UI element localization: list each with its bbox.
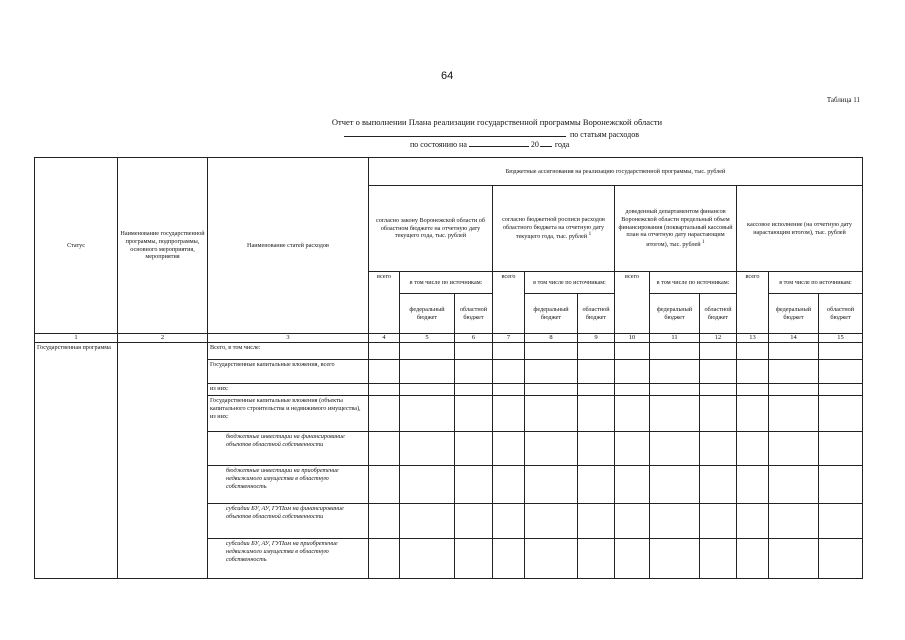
group-limit-header xyxy=(615,186,737,272)
status-cell: Государственная программа xyxy=(35,343,118,579)
value-cell xyxy=(493,396,525,432)
value-cell xyxy=(769,343,819,360)
incl-header-3: в том числе по источникам: xyxy=(650,272,737,294)
column-numbers-row xyxy=(35,334,863,343)
page-number: 64 xyxy=(441,70,454,82)
value-cell xyxy=(525,396,578,432)
value-cell xyxy=(737,396,769,432)
col-number: 15 xyxy=(819,334,863,343)
total-header-1: всего xyxy=(369,272,400,334)
table-label: Таблица 11 xyxy=(826,96,860,104)
date-year: 20 xyxy=(530,140,539,149)
value-cell xyxy=(400,466,455,504)
value-cell xyxy=(819,539,863,579)
value-cell xyxy=(737,360,769,384)
value-cell xyxy=(455,396,493,432)
value-cell xyxy=(493,432,525,466)
value-cell xyxy=(455,384,493,396)
expense-label: Государственные капитальные вложения (объекты капитального строительства и недвижимого имущества), из них: xyxy=(208,396,369,432)
date-suffix: года xyxy=(554,140,570,149)
value-cell xyxy=(493,539,525,579)
regional-header-3: областной бюджет xyxy=(700,294,737,334)
federal-header-4: федеральный бюджет xyxy=(769,294,819,334)
col-number: 3 xyxy=(208,334,369,343)
value-cell xyxy=(525,343,578,360)
value-cell xyxy=(737,384,769,396)
total-header-3: всего xyxy=(615,272,650,334)
value-cell xyxy=(578,466,615,504)
federal-header-1: федеральный бюджет xyxy=(400,294,455,334)
allocations-header: Бюджетные ассигнования на реализацию государственной программы, тыс. рублей xyxy=(369,158,863,186)
date-blank xyxy=(469,138,529,147)
value-cell xyxy=(455,466,493,504)
value-cell xyxy=(525,466,578,504)
value-cell xyxy=(650,539,700,579)
value-cell xyxy=(650,466,700,504)
value-cell xyxy=(769,539,819,579)
value-cell xyxy=(525,432,578,466)
value-cell xyxy=(578,384,615,396)
value-cell xyxy=(650,384,700,396)
expense-label: субсидии БУ, АУ, ГУПам на приобретение недвижимого имущества в областную собственность xyxy=(208,539,369,579)
value-cell xyxy=(615,360,650,384)
group-law-header: согласно закону Воронежской области об областном бюджете на отчетную дату текущего года, тыс. рублей xyxy=(369,186,493,272)
value-cell xyxy=(493,343,525,360)
total-header-2: всего xyxy=(493,272,525,334)
value-cell xyxy=(493,360,525,384)
col-number: 5 xyxy=(400,334,455,343)
col-number: 4 xyxy=(369,334,400,343)
value-cell xyxy=(525,504,578,539)
value-cell xyxy=(615,384,650,396)
value-cell xyxy=(819,466,863,504)
expense-label: бюджетные инвестиции на приобретение недвижимого имущества в областную собственность xyxy=(208,466,369,504)
value-cell xyxy=(369,384,400,396)
incl-header-1: в том числе по источникам: xyxy=(400,272,493,294)
value-cell xyxy=(615,466,650,504)
value-cell xyxy=(369,466,400,504)
value-cell xyxy=(578,396,615,432)
value-cell xyxy=(700,396,737,432)
col-status-header: Статус xyxy=(35,158,118,334)
col-number: 8 xyxy=(525,334,578,343)
value-cell xyxy=(700,360,737,384)
value-cell xyxy=(737,539,769,579)
value-cell xyxy=(650,343,700,360)
report-table xyxy=(34,157,863,579)
value-cell xyxy=(769,504,819,539)
col-number: 1 xyxy=(35,334,118,343)
value-cell xyxy=(650,432,700,466)
col-number: 11 xyxy=(650,334,700,343)
value-cell xyxy=(400,384,455,396)
value-cell xyxy=(737,343,769,360)
value-cell xyxy=(578,432,615,466)
value-cell xyxy=(737,466,769,504)
group-roster-text: согласно бюджетной росписи расходов областного бюджета на отчетную дату текущего года, тыс. рублей xyxy=(502,215,605,241)
group-roster-sup: 1 xyxy=(588,231,592,238)
value-cell xyxy=(493,466,525,504)
value-cell xyxy=(769,360,819,384)
blank-underline xyxy=(344,128,566,137)
value-cell xyxy=(700,432,737,466)
group-roster-header xyxy=(493,186,615,272)
group-cash-header: кассовое исполнение (на отчетную дату нарастающим итогом), тыс. рублей xyxy=(737,186,863,272)
value-cell xyxy=(455,539,493,579)
value-cell xyxy=(525,539,578,579)
incl-header-4: в том числе по источникам: xyxy=(769,272,863,294)
expense-label: Государственные капитальные вложения, всего xyxy=(208,360,369,384)
value-cell xyxy=(615,539,650,579)
value-cell xyxy=(578,504,615,539)
expense-label: бюджетные инвестиции на финансирование объектов областной собственности xyxy=(208,432,369,466)
value-cell xyxy=(525,384,578,396)
value-cell xyxy=(455,504,493,539)
value-cell xyxy=(369,432,400,466)
value-cell xyxy=(769,384,819,396)
value-cell xyxy=(819,360,863,384)
value-cell xyxy=(700,539,737,579)
federal-header-3: федеральный бюджет xyxy=(650,294,700,334)
value-cell xyxy=(578,343,615,360)
value-cell xyxy=(400,432,455,466)
value-cell xyxy=(819,432,863,466)
value-cell xyxy=(400,396,455,432)
col-number: 10 xyxy=(615,334,650,343)
value-cell xyxy=(737,432,769,466)
value-cell xyxy=(369,343,400,360)
value-cell xyxy=(700,504,737,539)
table-row xyxy=(35,343,863,360)
report-title: Отчет о выполнении Плана реализации государственной программы Воронежской области xyxy=(331,117,663,127)
col-number: 6 xyxy=(455,334,493,343)
group-limit-text: доведенный департаментом финансов Воронежской области предельный объем финансирования (поквартальный кассовый план на отчетную дату нарастающим итогом), тыс. рублей xyxy=(618,208,733,249)
program-name-cell xyxy=(118,343,208,579)
expense-label: из них: xyxy=(208,384,369,396)
value-cell xyxy=(493,504,525,539)
total-header-4: всего xyxy=(737,272,769,334)
value-cell xyxy=(700,343,737,360)
col-number: 7 xyxy=(493,334,525,343)
expense-label: субсидии БУ, АУ, ГУПам на финансирование объектов областной собственности xyxy=(208,504,369,539)
value-cell xyxy=(400,343,455,360)
value-cell xyxy=(369,504,400,539)
date-prefix: по состоянию на xyxy=(410,140,467,149)
value-cell xyxy=(455,432,493,466)
subtitle-text: по статьям расходов xyxy=(570,130,639,139)
value-cell xyxy=(493,384,525,396)
value-cell xyxy=(650,504,700,539)
value-cell xyxy=(615,343,650,360)
value-cell xyxy=(455,360,493,384)
col-number: 13 xyxy=(737,334,769,343)
expense-label: Всего, в том числе: xyxy=(208,343,369,360)
value-cell xyxy=(819,504,863,539)
federal-header-2: федеральный бюджет xyxy=(525,294,578,334)
value-cell xyxy=(400,360,455,384)
value-cell xyxy=(769,466,819,504)
value-cell xyxy=(455,343,493,360)
report-date-line xyxy=(410,138,569,149)
value-cell xyxy=(650,360,700,384)
value-cell xyxy=(369,396,400,432)
col-name-header: Наименование государственной программы, подпрограммы, основного мероприятия, мероприятия xyxy=(118,158,208,334)
value-cell xyxy=(400,504,455,539)
value-cell xyxy=(525,360,578,384)
value-cell xyxy=(369,360,400,384)
col-number: 9 xyxy=(578,334,615,343)
regional-header-1: областной бюджет xyxy=(455,294,493,334)
value-cell xyxy=(615,504,650,539)
value-cell xyxy=(769,432,819,466)
value-cell xyxy=(819,396,863,432)
value-cell xyxy=(615,432,650,466)
group-limit-sup: 1 xyxy=(702,239,705,246)
value-cell xyxy=(615,396,650,432)
value-cell xyxy=(650,396,700,432)
value-cell xyxy=(819,343,863,360)
col-expense-header: Наименование статей расходов xyxy=(208,158,369,334)
value-cell xyxy=(400,539,455,579)
year-blank xyxy=(540,138,552,147)
value-cell xyxy=(700,466,737,504)
value-cell xyxy=(769,396,819,432)
col-number: 12 xyxy=(700,334,737,343)
regional-header-2: областной бюджет xyxy=(578,294,615,334)
value-cell xyxy=(819,384,863,396)
incl-header-2: в том числе по источникам: xyxy=(525,272,615,294)
value-cell xyxy=(578,539,615,579)
col-number: 14 xyxy=(769,334,819,343)
col-number: 2 xyxy=(118,334,208,343)
value-cell xyxy=(700,384,737,396)
value-cell xyxy=(737,504,769,539)
regional-header-4: областной бюджет xyxy=(819,294,863,334)
value-cell xyxy=(369,539,400,579)
value-cell xyxy=(578,360,615,384)
